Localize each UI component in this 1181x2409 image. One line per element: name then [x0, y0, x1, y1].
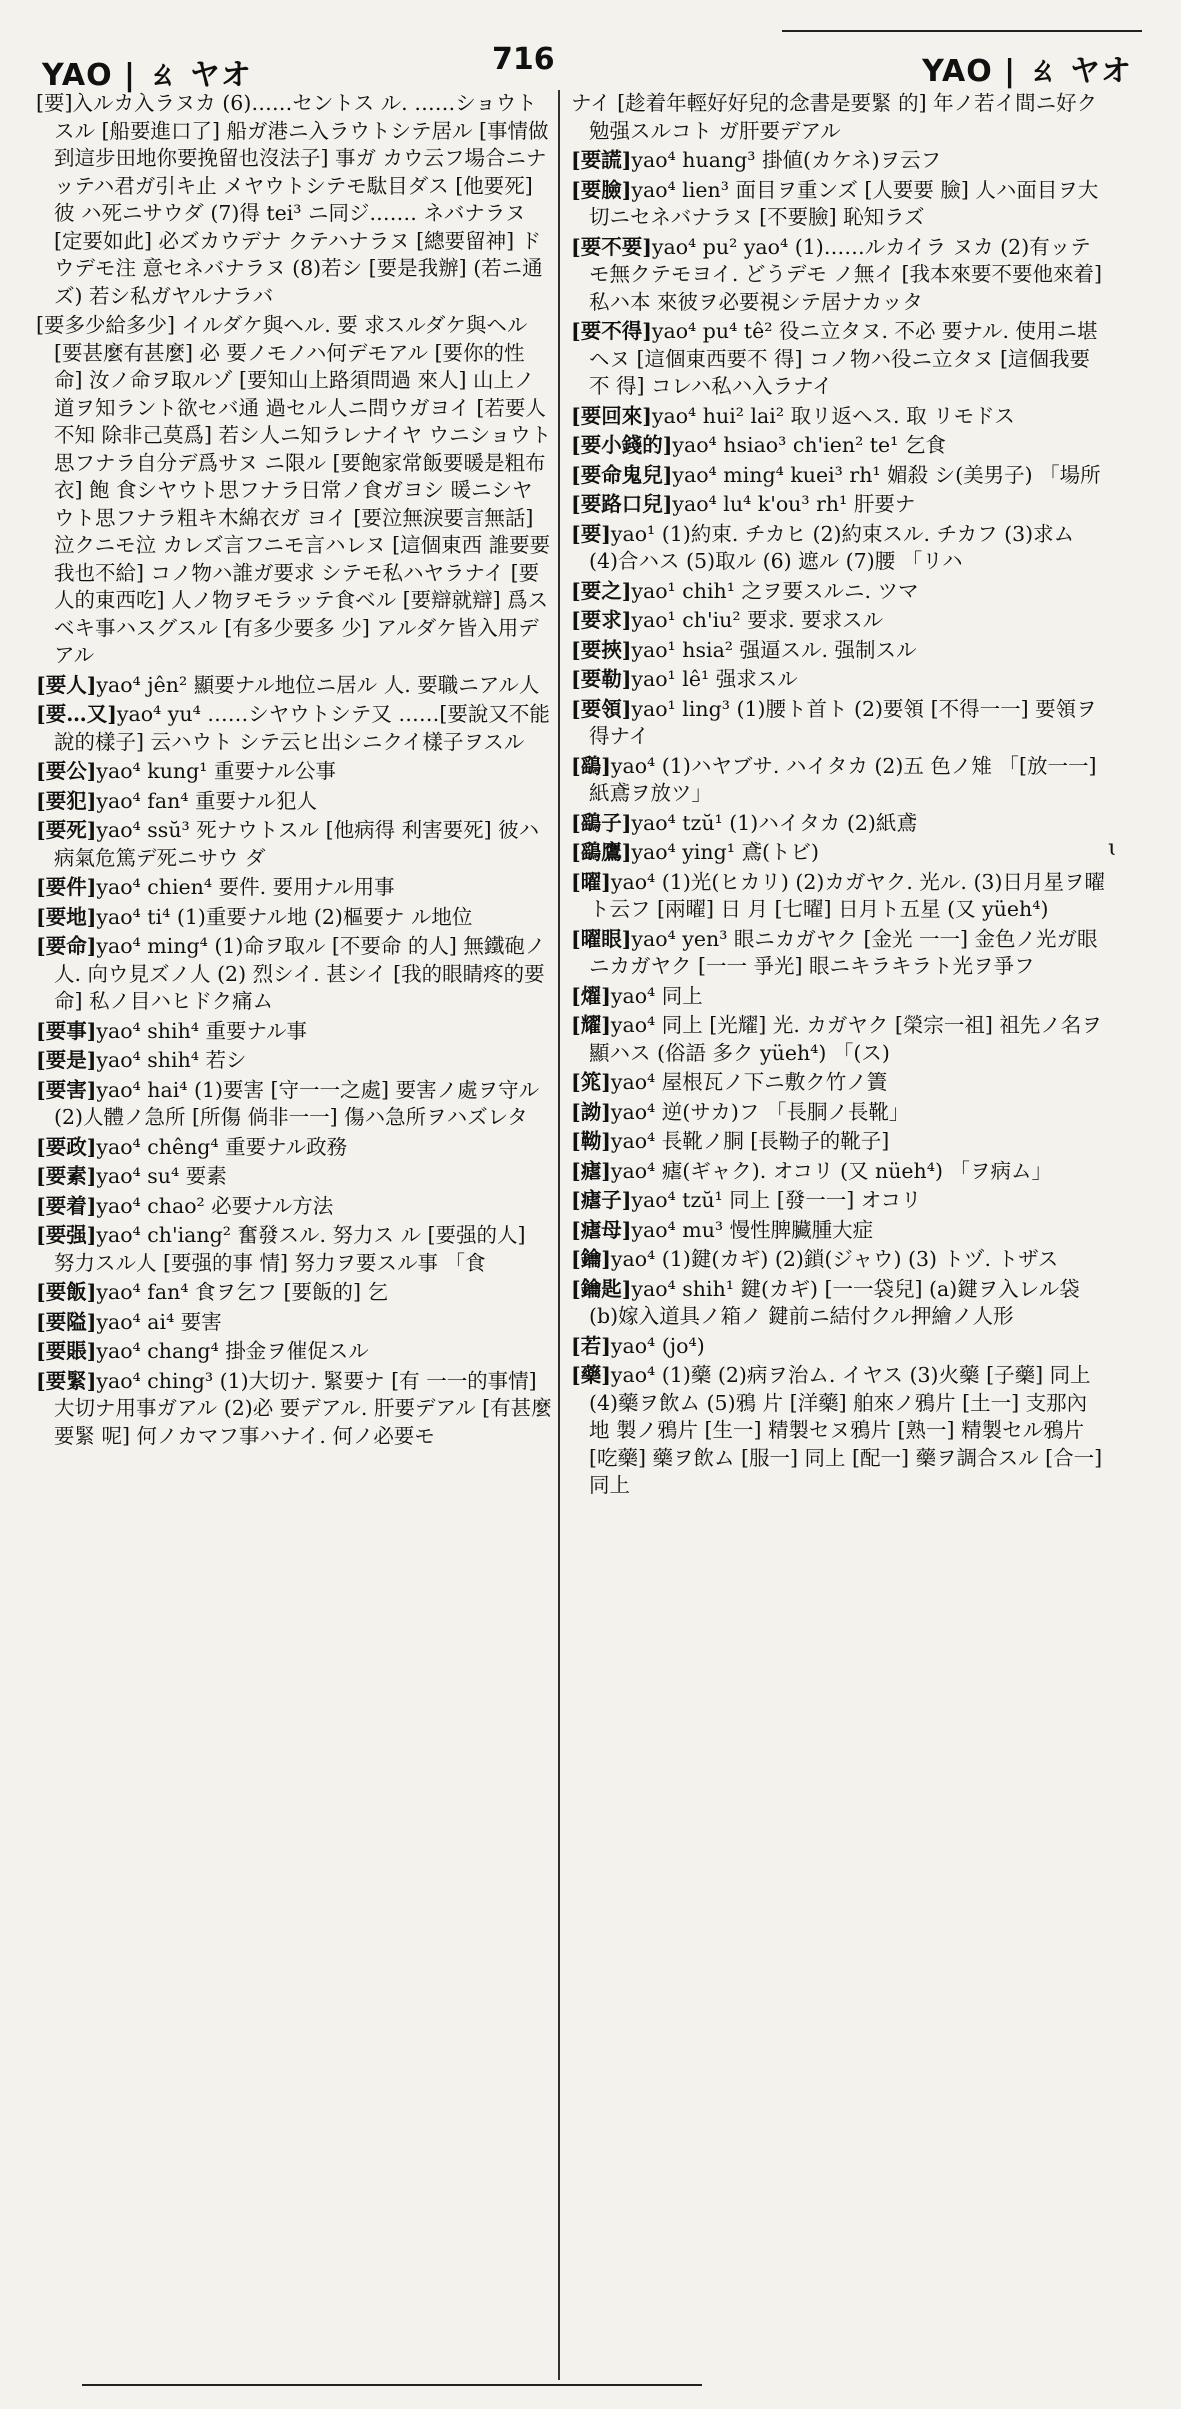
entry-headword: [要件]: [36, 875, 97, 899]
header-right-guide: YAO | ㄠ ヤオ: [922, 54, 1132, 89]
entry-headword: [耀]: [571, 1013, 611, 1037]
entry-definition: [要多少給多少] イルダケ與ヘル. 要 求スルダケ與ヘル [要甚麼有甚麼] 必 要ノモノハ何デモアル [要你的性命] 汝ノ命ヲ取ルゾ [要知山上路須問過 來人] 山上ノ道ヲ知ラント欲セバ通 過セル人ニ問ウガヨイ [若要人不知 除非己莫爲] 若シ人ニ知ラレナイヤ ウニショウト思フナラ自分デ爲サヌ ニ限ル [要飽家常飯要暖是粗布衣] 飽 食シヤウト思フナラ日常ノ食ガヨシ 暖ニシヤウト思フナラ粗キ木綿衣ガ ヨイ [要泣無淚要言無話] 泣クニモ泣 カレズ言フニモ言ハレヌ [這個東西 誰要要我也不給] コノ物ハ誰ガ要求 シテモ私ハヤラナイ [要人的東西吃] 人ノ物ヲモラッテ食ベル [要辯就辯] 爲スベキ事ハスグスル [有多少要多 少] アルダケ皆入用デアル: [36, 313, 552, 667]
dictionary-entry: [567, 839, 1107, 867]
dictionary-entry: [567, 147, 1107, 175]
dictionary-entry: [32, 1163, 552, 1191]
dictionary-entry: [32, 1077, 552, 1132]
entry-headword: [鑰]: [571, 1247, 611, 1271]
dictionary-entry: [32, 1338, 552, 1366]
dictionary-entry: [32, 1279, 552, 1307]
entry-definition: yao¹ hsia² 强逼スル. 强制スル: [631, 637, 917, 662]
dictionary-entry: [567, 177, 1107, 232]
entry-definition: yao⁴ tzŭ¹ 同上 [發一一] オコリ: [631, 1188, 922, 1212]
entry-headword: [詏]: [571, 1099, 611, 1124]
entry-definition: yao⁴ 同上: [610, 983, 703, 1008]
entry-headword: [要政]: [36, 1134, 97, 1159]
dictionary-entry: [32, 1309, 552, 1337]
entry-definition: yao⁴ su⁴ 要素: [96, 1164, 227, 1188]
right-column: [567, 90, 1107, 2380]
entry-definition: yao⁴ ying¹ 鳶(トビ): [631, 840, 819, 864]
margin-mark: ɩ: [1108, 836, 1117, 861]
entry-definition: yao¹ (1)約束. チカヒ (2)約束スル. チカフ (3)求ム (4)合ハス (5)取ル (6) 遮ル (7)腰 「リハ: [589, 521, 1075, 573]
dictionary-entry: [32, 1134, 552, 1162]
entry-headword: [要勒]: [571, 667, 632, 691]
dictionary-entry: [567, 983, 1107, 1011]
dictionary-entry: [567, 578, 1107, 606]
entry-definition: yao⁴ chien⁴ 要件. 要用ナル用事: [96, 875, 395, 899]
entry-definition: yao⁴ 同上 [光耀] 光. カガヤク [榮宗一祖] 祖先ノ名ヲ顯ハス (俗語 多ク yüeh⁴) 「(ス): [589, 1013, 1102, 1065]
entry-headword: [要臉]: [571, 177, 632, 202]
entry-headword: [要領]: [571, 696, 632, 721]
entry-definition: yao⁴ ai⁴ 要害: [96, 1309, 222, 1334]
entry-definition: yao¹ chih¹ 之ヲ要スルニ. ツマ: [631, 578, 919, 603]
entry-headword: [要小錢的]: [571, 433, 673, 457]
entry-headword: [燿]: [571, 983, 611, 1008]
entry-headword: [要路口兒]: [571, 492, 673, 516]
dictionary-entry: [567, 926, 1107, 981]
dictionary-page: [22, 30, 1152, 2390]
entry-headword: [要地]: [36, 904, 97, 929]
entry-headword: [要求]: [571, 608, 632, 632]
dictionary-entry: [567, 810, 1107, 838]
entry-headword: [要命]: [36, 934, 97, 958]
entry-headword: [鑰匙]: [571, 1276, 632, 1301]
entry-headword: [要人]: [36, 672, 97, 697]
dictionary-entry: [567, 491, 1107, 519]
dictionary-entry: [567, 1099, 1107, 1127]
dictionary-entry: [32, 90, 552, 310]
dictionary-entry: [567, 753, 1107, 808]
entry-definition: yao⁴ chêng⁴ 重要ナル政務: [96, 1134, 348, 1159]
dictionary-entry: [32, 1047, 552, 1075]
entry-headword: [要隘]: [36, 1309, 97, 1334]
dictionary-entry: [32, 701, 552, 756]
dictionary-entry: [567, 90, 1107, 145]
dictionary-entry: [567, 607, 1107, 635]
entry-headword: [要…又]: [36, 702, 117, 726]
dictionary-entry: [32, 874, 552, 902]
dictionary-entry: [567, 462, 1107, 490]
entry-definition: yao⁴ lu⁴ k'ou³ rh¹ 肝要ナ: [672, 492, 916, 516]
entry-headword: [要不得]: [571, 319, 652, 343]
dictionary-entry: [567, 1217, 1107, 1245]
entry-definition: yao⁴ (1)光(ヒカリ) (2)カガヤク. 光ル. (3)日月星ヲ曜ト云フ [兩曜] 日 月 [七曜] 日月ト五星 (又 yüeh⁴): [589, 869, 1105, 921]
entry-headword: [要不要]: [571, 234, 652, 259]
entry-definition: yao⁴ ti⁴ (1)重要ナル地 (2)樞要ナ ル地位: [96, 904, 473, 929]
dictionary-entry: [32, 817, 552, 872]
entry-definition: yao⁴ ch'iang² 奮發スル. 努力ス ル [要强的人] 努力スル人 [要强的事 情] 努力ヲ要スル事 「食: [54, 1223, 526, 1275]
entry-headword: [要害]: [36, 1077, 97, 1102]
entry-definition: yao⁴ hui² lai² 取リ返ヘス. 取 リモドス: [651, 403, 1015, 428]
dictionary-entry: [567, 521, 1107, 576]
entry-definition: yao⁴ shih¹ 鍵(カギ) [一一袋兒] (a)鍵ヲ入レル袋 (b)嫁入道具ノ箱ノ 鍵前ニ結付クル押繪ノ人形: [589, 1276, 1080, 1328]
entry-headword: [曜眼]: [571, 926, 632, 951]
entry-headword: [要命鬼兒]: [571, 462, 673, 487]
entry-headword: [要事]: [36, 1018, 97, 1043]
dictionary-entry: [567, 1158, 1107, 1186]
dictionary-entry: [567, 637, 1107, 665]
entry-definition: yao⁴ ssŭ³ 死ナウトスル [他病得 利害要死] 彼ハ病氣危篤デ死ニサウ ダ: [54, 818, 540, 870]
entry-headword: [要素]: [36, 1164, 97, 1188]
entry-definition: [要]入ルカ入ラヌカ (6)……セントス ル. ……ショウトスル [船要進口了] 船ガ港ニ入ラウトシテ居ル [事情做 到這步田地你要挽留也沒法子] 事ガ カウ云フ場合ニナッテハ君ガ引キ止 メヤウトシテモ駄目ダス [他要死] 彼 ハ死ニサウダ (7)得 tei³ ニ同ジ.…… ネバナラヌ [定要如此] 必ズカウデナ クテハナラヌ [總要留神] ドウデモ注 意セネバナラヌ (8)若シ [要是我辦] (若ニ通ズ) 若シ私ガヤルナラバ: [36, 91, 549, 308]
entry-headword: [瘧子]: [571, 1188, 632, 1212]
entry-definition: yao⁴ ming⁴ kuei³ rh¹ 媚殺 シ(美男子) 「場所: [672, 462, 1101, 487]
entry-definition: yao⁴ lien³ 面目ヲ重ンズ [人要要 臉] 人ハ面目ヲ大切ニセネバナラヌ [不要臉] 恥知ラズ: [589, 177, 1099, 229]
dictionary-entry: [567, 1012, 1107, 1067]
dictionary-entry: [32, 1368, 552, 1451]
entry-headword: [要着]: [36, 1193, 97, 1218]
entry-definition: yao⁴ hai⁴ (1)要害 [守一一之處] 要害ノ處ヲ守ル (2)人體ノ急所 [所傷 倘非一一] 傷ハ急所ヲハズレタ: [54, 1077, 540, 1129]
entry-headword: [靿]: [571, 1129, 611, 1153]
dictionary-entry: [32, 758, 552, 786]
entry-definition: yao⁴ ching³ (1)大切ナ. 緊要ナ [有 一一的事情] 大切ナ用事ガアル (2)必 要デアル. 肝要デアル [有甚麼要緊 呢] 何ノカマフ事ハナイ. 何ノ必要モ: [54, 1368, 552, 1448]
entry-definition: yao⁴ chang⁴ 掛金ヲ催促スル: [96, 1339, 369, 1363]
dictionary-entry: [32, 1193, 552, 1221]
entry-headword: [瘧母]: [571, 1217, 632, 1242]
entry-headword: [鷂子]: [571, 810, 632, 835]
entry-definition: yao¹ ch'iu² 要求. 要求スル: [631, 608, 884, 632]
dictionary-entry: [32, 788, 552, 816]
entry-definition: yao⁴ pu⁴ tê² 役ニ立タヌ. 不必 要ナル. 使用ニ堪ヘヌ [這個東西要不 得] コノ物ハ役ニ立タヌ [這個我要不 得] コレハ私ハ入ラナイ: [589, 319, 1098, 398]
entry-headword: [鷂]: [571, 753, 611, 778]
entry-headword: [要賬]: [36, 1339, 97, 1363]
entry-definition: yao⁴ yu⁴ ……シヤウトシテ又 ……[要說又不能說的樣子] 云ハウト シテ云ヒ出シニクイ樣子ヲスル: [54, 702, 550, 754]
dictionary-entry: [32, 933, 552, 1016]
dictionary-entry: [567, 869, 1107, 924]
dictionary-entry: [32, 1222, 552, 1277]
entry-definition: yao⁴ shih⁴ 若シ: [96, 1048, 247, 1072]
entry-definition: yao⁴ (1)ハヤブサ. ハイタカ (2)五 色ノ雉 「[放一一] 紙鳶ヲ放ツ」: [589, 753, 1097, 805]
entry-definition: yao⁴ (jo⁴): [610, 1333, 705, 1358]
entry-headword: [要强]: [36, 1223, 97, 1247]
dictionary-entry: [32, 672, 552, 700]
dictionary-entry: [567, 1276, 1107, 1331]
entry-headword: [要]: [571, 521, 611, 546]
entry-headword: [筄]: [571, 1070, 611, 1094]
entry-definition: yao⁴ hsiao³ ch'ien² te¹ 乞食: [672, 433, 946, 457]
entry-definition: yao⁴ shih⁴ 重要ナル事: [96, 1018, 307, 1043]
dictionary-entry: [32, 904, 552, 932]
entry-headword: [要公]: [36, 759, 97, 783]
entry-headword: [藥]: [571, 1363, 611, 1387]
dictionary-entry: [567, 318, 1107, 401]
dictionary-entry: [32, 1018, 552, 1046]
entry-headword: [曜]: [571, 869, 611, 894]
entry-definition: yao⁴ ming⁴ (1)命ヲ取ル [不要命 的人] 無鐵砲ノ人. 向ウ見ズノ人 (2) 烈シイ. 甚シイ [我的眼睛疼的要命] 私ノ目ハヒドク痛ム: [54, 934, 546, 1013]
entry-definition: yao⁴ 長靴ノ胴 [長靿子的靴子]: [610, 1129, 890, 1153]
page-number: 716: [492, 42, 555, 77]
header-rule: [782, 30, 1142, 32]
entry-definition: yao⁴ mu³ 慢性脾臟腫大症: [631, 1217, 874, 1242]
dictionary-entry: [567, 432, 1107, 460]
entry-headword: [要是]: [36, 1048, 97, 1072]
dictionary-entry: [567, 403, 1107, 431]
dictionary-entry: [567, 666, 1107, 694]
dictionary-entry: [567, 1333, 1107, 1361]
left-column: [32, 90, 560, 2380]
page-header: [22, 30, 1152, 93]
entry-headword: [瘧]: [571, 1158, 611, 1183]
entry-definition: yao⁴ (1)藥 (2)病ヲ治ム. イヤス (3)火藥 [子藥] 同上 (4)藥ヲ飲ム (5)鴉 片 [洋藥] 舶來ノ鴉片 [土一] 支那內地 製ノ鴉片 [生一] 精製セヌ鴉片 [熟一] 精製セル鴉片 [吃藥] 藥ヲ飲ム [服一] 同上 [配一] 藥ヲ調合スル [合一] 同上: [589, 1363, 1103, 1497]
entry-definition: yao⁴ jên² 顯要ナル地位ニ居ル 人. 要職ニアル人: [96, 672, 540, 697]
dictionary-entry: [567, 234, 1107, 317]
entry-headword: [要回來]: [571, 403, 652, 428]
entry-definition: yao⁴ pu² yao⁴ (1)……ルカイラ ヌカ (2)有ッテモ無クテモヨイ. どうデモ ノ無イ [我本來要不要他來着] 私ハ本 來彼ヲ必要視シテ居ナカッタ: [589, 234, 1102, 314]
entry-headword: [要謊]: [571, 148, 632, 172]
dictionary-entry: [567, 1069, 1107, 1097]
header-left-guide: YAO | ㄠ ヤオ: [42, 58, 252, 93]
entry-headword: [要飯]: [36, 1280, 97, 1304]
dictionary-entry: [567, 1187, 1107, 1215]
entry-definition: yao⁴ kung¹ 重要ナル公事: [96, 759, 336, 783]
dictionary-entry: [567, 1362, 1107, 1500]
entry-headword: [要之]: [571, 578, 632, 603]
entry-definition: yao⁴ (1)鍵(カギ) (2)鎖(ジャウ) (3) トヅ. トザス: [610, 1247, 1059, 1271]
entry-headword: [要挾]: [571, 637, 632, 662]
entry-headword: [要死]: [36, 818, 97, 842]
dictionary-entry: [567, 696, 1107, 751]
entry-definition: yao¹ ling³ (1)腰ト首ト (2)要領 [不得一一] 要領ヲ得ナイ: [589, 696, 1097, 748]
entry-definition: ナイ [趁着年輕好好兒的念書是要緊 的] 年ノ若イ間ニ好ク勉强スルコト ガ肝要デアル: [571, 91, 1098, 143]
entry-definition: yao⁴ 逆(サカ)フ 「長胴ノ長靴」: [610, 1099, 910, 1124]
entry-columns: [22, 90, 1152, 2385]
entry-definition: yao⁴ fan⁴ 食ヲ乞フ [要飯的] 乞: [96, 1280, 389, 1304]
entry-definition: yao⁴ tzŭ¹ (1)ハイタカ (2)紙鳶: [631, 810, 917, 835]
dictionary-entry: [32, 312, 552, 670]
entry-definition: yao⁴ 瘧(ギャク). オコリ (又 nüeh⁴) 「ヲ病ム」: [610, 1158, 1052, 1183]
entry-definition: yao⁴ 屋根瓦ノ下ニ敷ク竹ノ簀: [610, 1070, 888, 1094]
entry-headword: [要緊]: [36, 1368, 97, 1393]
entry-headword: [若]: [571, 1333, 611, 1358]
entry-definition: yao⁴ fan⁴ 重要ナル犯人: [96, 788, 318, 813]
entry-definition: yao⁴ chao² 必要ナル方法: [96, 1193, 334, 1218]
dictionary-entry: [567, 1246, 1107, 1274]
entry-definition: yao⁴ huang³ 掛値(カケネ)ヲ云フ: [631, 148, 942, 172]
entry-headword: [鷂鷹]: [571, 840, 632, 864]
dictionary-entry: [567, 1128, 1107, 1156]
footer-rule: [82, 2384, 702, 2386]
entry-headword: [要犯]: [36, 788, 97, 813]
entry-definition: yao⁴ yen³ 眼ニカガヤク [金光 一一] 金色ノ光ガ眼ニカガヤク [一一 爭光] 眼ニキラキラト光ヲ爭フ: [589, 926, 1098, 978]
entry-definition: yao¹ lê¹ 强求スル: [631, 667, 798, 691]
